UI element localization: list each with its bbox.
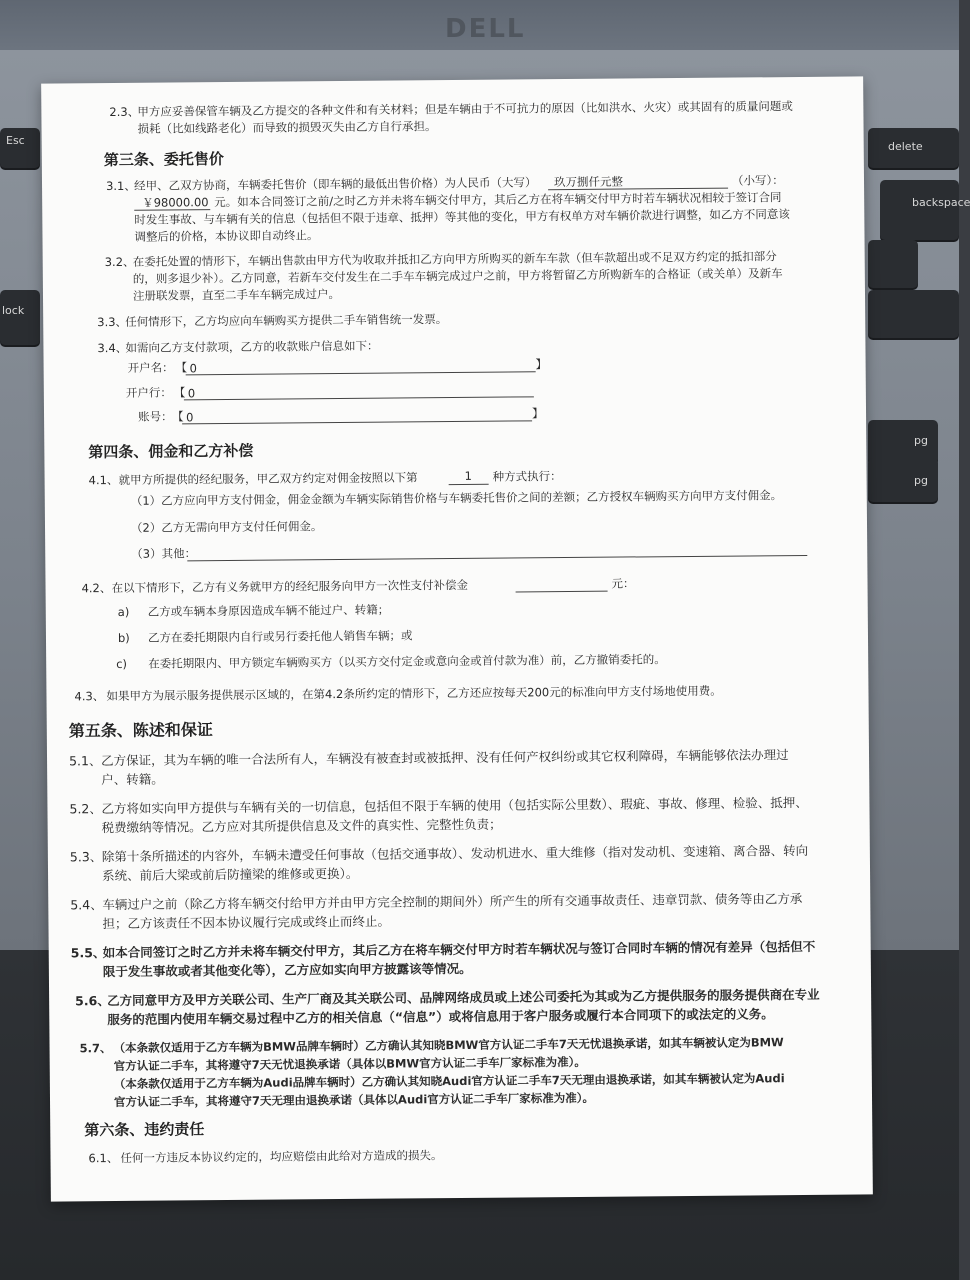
clause-3-2-line1: 在委托处置的情形下，车辆出售款由甲方代为收取并抵扣乙方向甲方所购买的新车车款（但车款超出或不足双方约定的抵扣部分 [132,249,777,269]
clause-4-2-item-b-mark: b) [117,630,130,645]
clause-5-7-number: 5.7、 [79,1041,112,1056]
clause-5-6-number: 5.6、 [75,993,110,1009]
clause-4-2-item-b: 乙方在委托期限内自行或另行委托他人销售车辆；或 [147,628,413,645]
laptop-logo: DELL [445,14,526,44]
clause-4-2-item-a: 乙方或车辆本身原因造成车辆不能过户、转籍； [147,602,390,619]
clause-6-1-number: 6.1、 [88,1150,119,1166]
clause-4-2-text-a: 在以下情形下，乙方有义务就甲方的经纪服务向甲方一次性支付补偿金 [111,577,469,596]
clause-3-1-text-a: 经甲、乙双方协商，车辆委托售价（即车辆的最低出售价格）为人民币（大写） [133,175,537,193]
account-name-open-bracket: 【 [175,360,188,375]
clause-5-1-number: 5.1、 [68,753,102,769]
clause-5-4-line1: 车辆过户之前（除乙方将车辆交付给甲方并由甲方完全控制的期间外）所产生的所有交通事故责任、违章罚款、债务等由乙方承 [102,890,803,913]
contract-page [41,76,873,1201]
clause-5-7-line2: 官方认证二手车，其将遵守7天无忧退换承诺（具体以BMW官方认证二手车厂家标准为准）。 [113,1054,586,1074]
clause-4-1-text-a: 就甲方所提供的经纪服务，甲乙双方约定对佣金按照以下第 [118,470,418,487]
account-number-underline [182,420,532,424]
clause-5-2-number: 5.2、 [69,801,102,817]
account-name-label: 开户名： [127,360,174,375]
clause-5-1-line2: 户、转籍。 [101,771,164,788]
clause-5-3-number: 5.3、 [69,849,103,865]
clause-5-4-number: 5.4、 [70,897,103,913]
clause-5-3-line1: 除第十条所描述的内容外，车辆未遭受任何事故（包括交通事故）、发动机进水、重大维修（指对发动机、变速箱、离合器、转向 [101,842,809,865]
clause-5-6-line2: 服务的范围内使用车辆交易过程中乙方的相关信息（“信息”）或将信息用于客户服务或履行本合同项下的或法定的义务。 [107,1006,774,1028]
clause-5-3-line2: 系统、前后大梁或前后防撞梁的维修或更换）。 [101,865,359,884]
clause-5-4-line2: 担；乙方该责任不因本协议履行完成或终止而终止。 [102,913,391,932]
clause-3-2-line2: 的，则多退少补）。乙方同意，若新车交付发生在二手车车辆完成过户之前，甲方将暂留乙方所购新车的合格证（或关单）及新车 [132,266,783,286]
price-in-words: 玖万捌仟元整 [553,174,624,190]
account-number-label: 账号： [137,409,173,424]
backspace-key: backspace [880,180,959,240]
clause-3-1-line2: 元。如本合同签订之前/之时乙方并未将车辆交付甲方，其后乙方在将车辆交付甲方时若车辆状况相较于签订合同 [214,190,782,210]
commission-option-1: （1）乙方应向甲方支付佣金，佣金金额为车辆实际销售价格与车辆委托售价之间的差额；乙方授权车辆购买方向甲方支付佣金。 [130,488,783,508]
account-number-close-bracket: 】 [531,406,544,421]
clause-4-2-number: 4.2、 [81,581,112,596]
commission-option-3-label: （3）其他： [131,546,197,561]
clause-3-1-line3: 时发生事故、与车辆有关的信息（包括但不限于违章、抵押）等其他的变化，甲方有权单方对车辆价款进行调整，如乙方不同意该 [134,207,790,227]
clause-5-2-line1: 乙方将如实向甲方提供与车辆有关的一切信息，包括但不限于车辆的使用（包括实际公里数）、瑕疵、事故、修理、检验、抵押、 [101,794,808,817]
clause-3-3-number: 3.3、 [97,314,128,330]
account-name-value: 0 [189,361,198,376]
clause-4-2-text-b: 元： [611,576,635,591]
article-6-title: 第六条、违约责任 [84,1120,205,1140]
clause-6-1-text: 任何一方违反本协议约定的，均应赔偿由此给对方造成的损失。 [120,1148,443,1165]
clause-4-1-text-b: 种方式执行： [492,469,562,484]
clause-2-3-line1: 甲方应妥善保管车辆及乙方提交的各种文件和有关材料；但是车辆由于不可抗力的原因（比如洪水、火灾）或其固有的质量问题或 [137,99,793,119]
page-down-key: pg [868,458,938,502]
clause-4-1-number: 4.1、 [88,472,119,488]
enter-key [868,290,959,338]
price-number-underline [134,209,210,211]
clause-4-3-number: 4.3、 [74,689,105,704]
article-4-title: 第四条、佣金和乙方补偿 [88,441,254,462]
bank-value: 0 [187,386,196,401]
clause-3-1-text-b: （小写）： [731,173,784,188]
bank-open-bracket: 【 [173,385,186,400]
clause-5-7-line3: （本条款仅适用于乙方车辆为Audi品牌车辆时）乙方确认其知晓Audi官方认证二手车7天无理由退换承诺，如其车辆被认定为Audi [113,1071,785,1092]
bracket-key [868,240,918,288]
bank-label: 开户行： [125,385,172,400]
clause-5-5-line2: 限于发生事故或者其他变化等），乙方应如实向甲方披露该等情况。 [102,960,472,980]
clause-4-2-item-c-mark: c) [116,656,128,671]
commission-option-2: （2）乙方无需向甲方支付任何佣金。 [130,519,323,535]
clause-4-2-item-a-mark: a) [117,604,130,619]
clause-3-4-number: 3.4、 [97,340,128,356]
article-5-title: 第五条、陈述和保证 [68,720,213,741]
clause-4-2-item-c: 在委托期限内、甲方锁定车辆购买方（以买方交付定金或意向金或首付款为准）前，乙方撤销委托的。 [148,652,666,671]
price-in-numbers: ￥98000.00 [142,195,209,210]
compensation-amount-underline [516,591,608,593]
account-name-close-bracket: 】 [535,357,548,372]
clause-2-3-line2: 损耗（比如线路老化）而导致的损毁灭失由乙方自行承担。 [137,119,437,136]
clause-3-1-number: 3.1、 [105,178,136,194]
account-name-underline [186,371,536,375]
page-up-key: pg [868,420,938,464]
clause-3-2-line3: 注册联发票，直至二手车车辆完成过户。 [132,287,341,303]
caps-lock-key: lock [0,290,40,345]
clause-5-2-line2: 税费缴纳等情况。乙方应对其所提供信息及文件的真实性、完整性负责； [101,816,502,836]
clause-3-1-line4: 调整后的价格，本协议即自动终止。 [134,228,319,244]
price-words-underline [548,188,728,191]
clause-3-3-text: 任何情形下，乙方均应向车辆购买方提供二手车销售统一发票。 [125,312,448,329]
esc-key: Esc [0,128,40,168]
clause-3-4-text: 如需向乙方支付款项，乙方的收款账户信息如下： [125,338,379,355]
clause-5-7-line4: 官方认证二手车，其将遵守7天无理由退换承诺（具体以Audi官方认证二手车厂家标准为准）。 [113,1090,595,1110]
commission-option-underline [449,484,489,485]
bank-underline [184,396,534,400]
commission-option-value: 1 [464,468,472,483]
commission-option-3-underline [187,555,807,561]
clause-5-5-line1: 如本合同签订之时乙方并未将车辆交付甲方，其后乙方在将车辆交付甲方时若车辆状况与签订合同时车辆的情况有差异（包括但不 [102,938,816,961]
clause-5-5-number: 5.5、 [70,945,106,961]
clause-5-1-line1: 乙方保证，其为车辆的唯一合法所有人，车辆没有被查封或被抵押、没有任何产权纠纷或其它权利障碍，车辆能够依法办理过 [100,747,789,769]
clause-4-3-text: 如果甲方为展示服务提供展示区域的，在第4.2条所约定的情形下，乙方还应按每天200元的标准向甲方支付场地使用费。 [106,683,722,704]
clause-5-6-line1: 乙方同意甲方及甲方关联公司、生产厂商及其关联公司、品牌网络成员或上述公司委托为其或为乙方提供服务的服务提供商在专业 [107,986,820,1009]
account-number-open-bracket: 【 [171,409,184,424]
article-3-title: 第三条、委托售价 [103,150,224,170]
clause-3-2-number: 3.2、 [104,254,135,270]
clause-5-7-line1: （本条款仅适用于乙方车辆为BMW品牌车辆时）乙方确认其知晓BMW官方认证二手车7天无忧退换承诺，如其车辆被认定为BMW [113,1035,784,1056]
clause-2-3-number: 2.3、 [109,104,140,120]
delete-key: delete [868,128,959,168]
account-number-value: 0 [185,410,194,425]
